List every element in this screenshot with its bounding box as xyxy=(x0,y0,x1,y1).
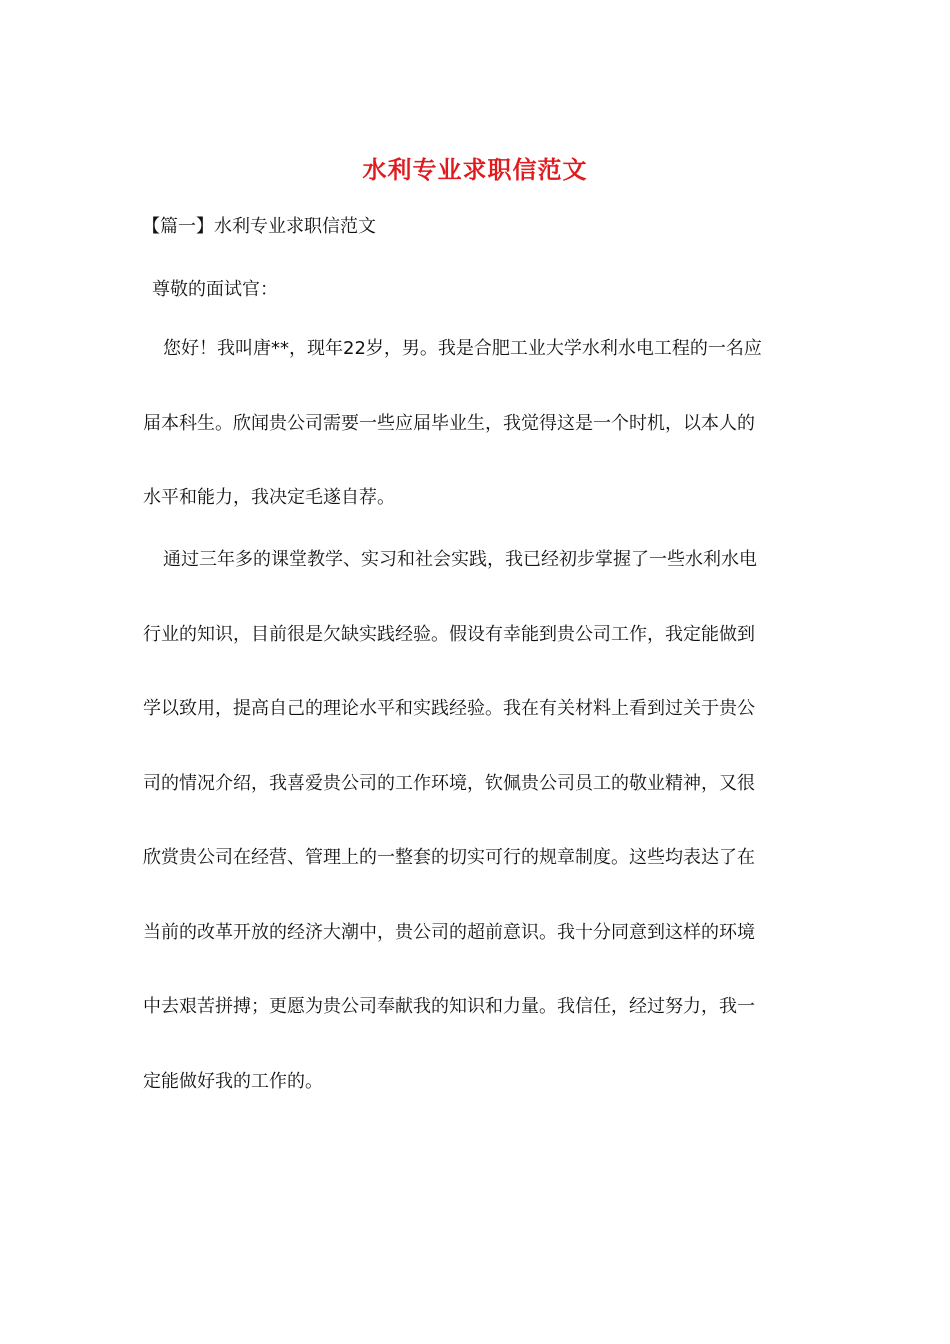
paragraph-line: 行业的知识，目前很是欠缺实践经验。假设有幸能到贵公司工作，我定能做到 xyxy=(143,623,755,645)
section-heading: 【篇一】水利专业求职信范文 xyxy=(142,216,376,237)
paragraph-1 xyxy=(143,337,808,561)
paragraph-2 xyxy=(143,548,808,1144)
paragraph-line: 当前的改革开放的经济大潮中，贵公司的超前意识。我十分同意到这样的环境 xyxy=(143,921,755,943)
paragraph-line: 学以致用，提高自己的理论水平和实践经验。我在有关材料上看到过关于贵公 xyxy=(143,698,755,719)
paragraph-line: 通过三年多的课堂教学、实习和社会实践，我已经初步掌握了一些水利水电 xyxy=(163,549,757,570)
paragraph-line: 水平和能力，我决定毛遂自荐。 xyxy=(143,487,395,508)
document-title: 水利专业求职信范文 xyxy=(362,155,588,184)
paragraph-line: 定能做好我的工作的。 xyxy=(143,1070,323,1092)
paragraph-line: 中去艰苦拼搏；更愿为贵公司奉献我的知识和力量。我信任，经过努力，我一 xyxy=(143,996,755,1017)
paragraph-line: 欣赏贵公司在经营、管理上的一整套的切实可行的规章制度。这些均表达了在 xyxy=(143,847,755,868)
paragraph-line: 司的情况介绍，我喜爱贵公司的工作环境，钦佩贵公司员工的敬业精神，又很 xyxy=(143,772,755,794)
paragraph-line: 届本科生。欣闻贵公司需要一些应届毕业生，我觉得这是一个时机，以本人的 xyxy=(143,412,755,434)
salutation: 尊敬的面试官： xyxy=(152,279,278,300)
paragraph-line: 您好！我叫唐**，现年22岁，男。我是合肥工业大学水利水电工程的一名应 xyxy=(163,338,762,359)
